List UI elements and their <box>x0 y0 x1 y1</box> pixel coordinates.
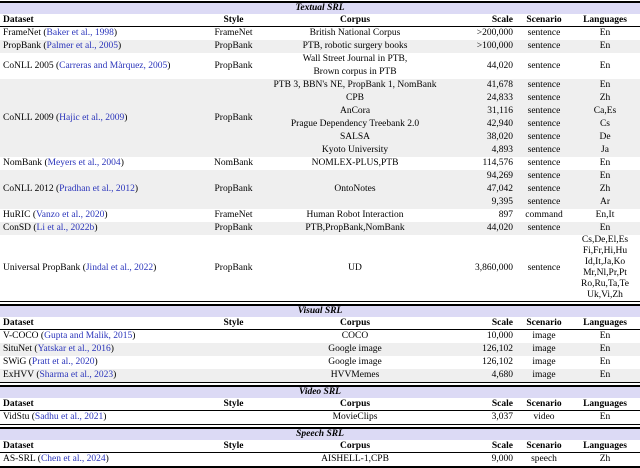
table-row <box>0 453 640 466</box>
scenario-cell <box>518 411 570 424</box>
scale-cell <box>448 330 518 343</box>
srl-datasets-table <box>0 1 640 468</box>
dataset-cell <box>0 60 205 73</box>
cite-open-paren: ( <box>33 370 40 380</box>
languages-value: Zh <box>599 184 611 194</box>
cite-close-paren: ) <box>153 262 157 273</box>
corpus-value: Wall Street Journal in PTB, <box>302 54 408 64</box>
scale-value: 42,940 <box>486 119 513 129</box>
citation-link[interactable]: Meyers et al., 2004 <box>47 158 121 168</box>
scale-value: >200,000 <box>476 28 513 38</box>
languages-value: Ar <box>599 197 611 207</box>
scenario-cell <box>518 40 570 53</box>
citation-link[interactable]: Hajic et al., 2009 <box>59 112 125 123</box>
corpus-value: NOMLEX-PLUS,PTB <box>311 158 399 168</box>
scale-value: 3,860,000 <box>475 262 513 273</box>
dataset-cell <box>0 27 205 40</box>
languages-value: Ca,Es <box>593 106 617 116</box>
languages-cell <box>570 356 640 369</box>
section-title-band: Video SRL <box>0 387 640 398</box>
table-row <box>0 369 640 382</box>
languages-value: En <box>599 223 611 233</box>
languages-value: Id,It,Ja,Ko <box>584 257 626 267</box>
dataset-name: CoNLL 2012 <box>3 184 54 194</box>
languages-cell <box>570 330 640 343</box>
column-header-scenario: Scenario <box>526 440 562 451</box>
column-header-row <box>0 317 640 330</box>
dataset-cell <box>0 369 205 382</box>
languages-value: En <box>599 80 611 90</box>
cite-close-paren: ) <box>134 184 139 194</box>
scale-cell <box>448 262 518 275</box>
corpus-cell <box>262 53 448 79</box>
style-cell: NomBank <box>213 158 254 168</box>
dataset-name: NomBank <box>3 158 43 168</box>
languages-value: En <box>599 370 611 380</box>
dataset-cell <box>0 209 205 222</box>
section-title-band: Visual SRL <box>0 306 640 317</box>
languages-cell <box>570 411 640 424</box>
column-header-dataset: Dataset <box>3 14 34 25</box>
scenario-value: command <box>525 210 563 220</box>
citation-link[interactable]: Pradhan et al., 2012 <box>59 184 135 194</box>
scale-cell <box>448 79 518 157</box>
column-header-style: Style <box>223 317 244 328</box>
scenario-value: sentence <box>527 28 561 38</box>
scale-cell <box>448 157 518 170</box>
cite-open-paren: ( <box>29 412 35 422</box>
column-header-scale: Scale <box>491 440 513 451</box>
scenario-value: sentence <box>527 132 561 142</box>
scenario-cell <box>518 27 570 40</box>
scale-value: 44,020 <box>486 223 513 233</box>
languages-value: En <box>599 357 611 367</box>
dataset-cell <box>0 453 205 466</box>
table-row <box>0 157 640 170</box>
column-header-scenario: Scenario <box>526 14 562 25</box>
languages-value: En <box>599 28 611 38</box>
corpus-value: MovieClips <box>332 412 378 422</box>
corpus-value: Brown corpus in PTB <box>313 67 397 77</box>
scale-cell <box>448 40 518 53</box>
citation-link[interactable]: Pratt et al., 2020 <box>31 357 95 367</box>
dataset-name: ConSD <box>3 223 31 233</box>
languages-cell <box>570 453 640 466</box>
scenario-value: sentence <box>527 262 561 273</box>
scale-value: 126,102 <box>482 357 513 367</box>
corpus-cell <box>262 27 448 40</box>
languages-cell <box>570 157 640 170</box>
style-cell: FrameNet <box>214 28 253 38</box>
column-header-corpus: Corpus <box>339 317 371 328</box>
dataset-cell <box>0 411 205 424</box>
cite-open-paren: ( <box>80 262 86 273</box>
scenario-value: sentence <box>527 119 561 129</box>
corpus-value: UD <box>348 262 362 273</box>
languages-value: De <box>599 132 611 142</box>
scenario-value: image <box>532 370 556 380</box>
column-header-languages: Languages <box>583 14 627 25</box>
dataset-cell <box>0 40 205 53</box>
section-title-band: Textual SRL <box>0 3 640 14</box>
column-header-corpus: Corpus <box>339 398 371 409</box>
languages-value: Uk,Vi,Zh <box>587 290 623 300</box>
scenario-cell <box>518 262 570 275</box>
column-header-languages: Languages <box>583 398 627 409</box>
corpus-cell <box>262 157 448 170</box>
citation-link[interactable]: Chen et al., 2024 <box>40 454 106 464</box>
column-header-languages: Languages <box>583 317 627 328</box>
languages-cell <box>570 79 640 157</box>
table-row <box>0 27 640 40</box>
dataset-cell <box>0 183 205 196</box>
style-cell: PropBank <box>214 112 253 123</box>
languages-value: En <box>599 331 611 341</box>
scale-value: 114,576 <box>482 158 513 168</box>
scale-value: 38,020 <box>486 132 513 142</box>
languages-value: En <box>599 344 611 354</box>
citation-link[interactable]: Li et al., 2022b <box>36 223 95 233</box>
dataset-cell <box>0 343 205 356</box>
cite-open-paren: ( <box>30 210 36 220</box>
corpus-value: HVVMemes <box>330 370 380 380</box>
table-row <box>0 79 640 157</box>
languages-cell <box>570 343 640 356</box>
corpus-value: SALSA <box>339 132 371 142</box>
column-header-scale: Scale <box>491 398 513 409</box>
column-header-scenario: Scenario <box>526 398 562 409</box>
column-header-dataset: Dataset <box>3 398 34 409</box>
table-row <box>0 411 640 424</box>
dataset-name: AS-SRL <box>3 454 36 464</box>
languages-value: Zh <box>599 454 611 464</box>
scenario-value: image <box>532 357 556 367</box>
languages-value: Cs,De,El,Es <box>581 235 629 245</box>
dataset-name: PropBank <box>3 41 41 51</box>
dataset-cell <box>0 157 205 170</box>
cite-close-paren: ) <box>104 210 108 220</box>
dataset-name: ExHVV <box>3 370 34 380</box>
dataset-name: Universal PropBank <box>3 262 81 273</box>
languages-value: Fi,Fr,Hi,Hu <box>582 246 628 256</box>
citation-link[interactable]: Baker et al., 1998 <box>46 28 114 38</box>
column-header-dataset: Dataset <box>3 317 34 328</box>
scenario-value: sentence <box>527 41 561 51</box>
citation-link[interactable]: Palmer et al., 2005 <box>46 41 119 51</box>
scale-cell <box>448 369 518 382</box>
scale-cell <box>448 209 518 222</box>
dataset-name: CoNLL 2009 <box>3 112 54 123</box>
languages-cell <box>570 60 640 73</box>
scenario-value: sentence <box>527 93 561 103</box>
corpus-value: OntoNotes <box>334 184 376 194</box>
corpus-cell <box>262 453 448 466</box>
scale-value: 897 <box>498 210 513 220</box>
cite-close-paren: ) <box>132 331 136 341</box>
scale-cell <box>448 356 518 369</box>
dataset-name: SituNet <box>3 344 33 354</box>
languages-value: En <box>599 171 611 181</box>
corpus-value: PTB,PropBank,NomBank <box>305 223 405 233</box>
dataset-cell <box>0 262 205 275</box>
cite-close-paren: ) <box>94 357 98 367</box>
languages-cell <box>570 170 640 209</box>
scenario-cell <box>518 209 570 222</box>
scenario-cell <box>518 79 570 157</box>
dataset-name: FrameNet <box>3 28 41 38</box>
citation-link[interactable]: Sharma et al., 2023 <box>39 370 114 380</box>
dataset-name: CoNLL 2005 <box>3 60 54 71</box>
corpus-value: Google image <box>328 357 382 367</box>
languages-value: En <box>599 158 611 168</box>
column-header-dataset: Dataset <box>3 440 34 451</box>
dataset-cell <box>0 356 205 369</box>
corpus-value: AISHELL-1,CPB <box>321 454 389 464</box>
corpus-value: AnCora <box>339 106 371 116</box>
column-header-style: Style <box>223 14 244 25</box>
scenario-value: sentence <box>527 158 561 168</box>
cite-open-paren: ( <box>38 331 45 341</box>
cite-close-paren: ) <box>94 223 98 233</box>
scale-value: 3,037 <box>491 412 513 422</box>
scale-cell <box>448 27 518 40</box>
cite-open-paren: ( <box>41 41 47 51</box>
scenario-cell <box>518 453 570 466</box>
corpus-cell <box>262 330 448 343</box>
languages-cell <box>570 27 640 40</box>
scale-value: 94,269 <box>486 171 513 181</box>
scale-value: 31,116 <box>487 106 513 116</box>
corpus-value: PTB, robotic surgery books <box>302 41 408 51</box>
corpus-cell <box>262 343 448 356</box>
cite-open-paren: ( <box>53 112 60 123</box>
scale-cell <box>448 453 518 466</box>
cite-open-paren: ( <box>26 357 32 367</box>
scenario-value: sentence <box>527 171 561 181</box>
table-row <box>0 53 640 79</box>
dataset-cell <box>0 330 205 343</box>
style-cell: PropBank <box>214 262 253 273</box>
languages-cell <box>570 235 640 301</box>
corpus-cell <box>262 209 448 222</box>
scale-value: 4,680 <box>491 370 513 380</box>
cite-open-paren: ( <box>30 223 37 233</box>
corpus-value: Prague Dependency Treebank 2.0 <box>290 119 420 129</box>
scenario-value: sentence <box>527 145 561 155</box>
dataset-name: VidStu <box>3 412 30 422</box>
scenario-value: image <box>532 331 556 341</box>
scenario-value: sentence <box>527 106 561 116</box>
dataset-name: SWiG <box>3 357 27 367</box>
column-header-scale: Scale <box>491 14 513 25</box>
column-header-scenario: Scenario <box>526 317 562 328</box>
languages-value: En <box>599 60 611 71</box>
column-header-row <box>0 14 640 27</box>
citation-link[interactable]: Jindal et al., 2022 <box>85 262 154 273</box>
languages-value: En <box>599 412 611 422</box>
cite-close-paren: ) <box>120 158 124 168</box>
dataset-name: V-COCO <box>3 331 39 341</box>
scenario-cell <box>518 60 570 73</box>
cite-close-paren: ) <box>105 454 109 464</box>
corpus-value: Kyoto University <box>321 145 389 155</box>
citation-link[interactable]: Sadhu et al., 2021 <box>34 412 104 422</box>
corpus-cell <box>262 356 448 369</box>
table-row <box>0 235 640 301</box>
languages-value: En <box>599 41 611 51</box>
table-row <box>0 222 640 235</box>
cite-close-paren: ) <box>113 28 117 38</box>
citation-link[interactable]: Carreras and Màrquez, 2005 <box>59 60 168 71</box>
scenario-cell <box>518 356 570 369</box>
corpus-cell <box>262 262 448 275</box>
style-cell: FrameNet <box>214 210 253 220</box>
scenario-value: image <box>532 344 556 354</box>
cite-close-paren: ) <box>167 60 171 71</box>
scale-value: 41,678 <box>486 80 513 90</box>
column-header-scale: Scale <box>491 317 513 328</box>
cite-close-paren: ) <box>110 344 114 354</box>
column-header-style: Style <box>223 440 244 451</box>
corpus-cell <box>262 411 448 424</box>
scale-cell <box>448 170 518 209</box>
scale-value: 47,042 <box>486 184 513 194</box>
table-row <box>0 330 640 343</box>
cite-open-paren: ( <box>53 184 60 194</box>
languages-value: Cs <box>599 119 611 129</box>
corpus-value: Human Robot Interaction <box>306 210 404 220</box>
corpus-value: British National Corpus <box>309 28 401 38</box>
cite-open-paren: ( <box>42 158 48 168</box>
languages-value: Ro,Ru,Ta,Te <box>580 279 629 289</box>
cite-open-paren: ( <box>41 28 47 38</box>
scenario-value: sentence <box>527 223 561 233</box>
corpus-cell <box>262 369 448 382</box>
section-title-band: Speech SRL <box>0 429 640 440</box>
corpus-value: COCO <box>341 331 369 341</box>
column-header-corpus: Corpus <box>339 440 371 451</box>
languages-cell <box>570 40 640 53</box>
languages-cell <box>570 369 640 382</box>
column-header-row <box>0 440 640 453</box>
scale-value: 126,102 <box>482 344 513 354</box>
scale-value: 44,020 <box>486 60 513 71</box>
scenario-value: sentence <box>527 184 561 194</box>
style-cell: PropBank <box>214 41 253 51</box>
column-header-style: Style <box>223 398 244 409</box>
table-row <box>0 170 640 209</box>
cite-open-paren: ( <box>53 60 60 71</box>
languages-value: Ja <box>601 145 609 155</box>
cite-close-paren: ) <box>113 370 117 380</box>
citation-link[interactable]: Vanzo et al., 2020 <box>36 210 105 220</box>
column-header-languages: Languages <box>583 440 627 451</box>
citation-link[interactable]: Yatskar et al., 2016 <box>37 344 111 354</box>
scale-value: 4,893 <box>491 145 513 155</box>
corpus-value: CPB <box>346 93 364 103</box>
scale-cell <box>448 343 518 356</box>
cite-open-paren: ( <box>32 344 38 354</box>
style-cell: PropBank <box>214 60 253 71</box>
scenario-cell <box>518 330 570 343</box>
corpus-value: Google image <box>328 344 382 354</box>
table-row <box>0 40 640 53</box>
cite-close-paren: ) <box>118 41 122 51</box>
table-row <box>0 343 640 356</box>
scale-value: 9,000 <box>491 454 513 464</box>
table-row <box>0 356 640 369</box>
column-header-corpus: Corpus <box>339 14 371 25</box>
table-row <box>0 209 640 222</box>
scenario-cell <box>518 343 570 356</box>
citation-link[interactable]: Gupta and Malik, 2015 <box>44 331 133 341</box>
scale-cell <box>448 60 518 73</box>
languages-value: Mr,Nl,Pr,Pt <box>583 268 627 278</box>
corpus-cell <box>262 183 448 196</box>
scale-value: >100,000 <box>476 41 513 51</box>
cite-close-paren: ) <box>103 412 107 422</box>
scale-value: 24,833 <box>486 93 513 103</box>
scenario-cell <box>518 369 570 382</box>
scenario-cell <box>518 157 570 170</box>
corpus-cell <box>262 222 448 235</box>
scale-value: 9,395 <box>491 197 513 207</box>
scale-cell <box>448 222 518 235</box>
cite-open-paren: ( <box>35 454 41 464</box>
languages-value: Zh <box>599 93 611 103</box>
column-header-row <box>0 398 640 411</box>
dataset-name: HuRIC <box>3 210 31 220</box>
scale-value: 10,000 <box>486 331 513 341</box>
scale-cell <box>448 411 518 424</box>
languages-cell <box>570 222 640 235</box>
corpus-cell <box>262 79 448 157</box>
languages-cell <box>570 209 640 222</box>
dataset-cell <box>0 112 205 125</box>
scenario-value: speech <box>531 454 557 464</box>
languages-value: En,It <box>595 210 615 220</box>
corpus-value: PTB 3, BBN's NE, PropBank 1, NomBank <box>273 80 437 90</box>
cite-close-paren: ) <box>124 112 128 123</box>
style-cell: PropBank <box>214 184 253 194</box>
scenario-value: video <box>533 412 555 422</box>
scenario-cell <box>518 170 570 209</box>
dataset-cell <box>0 222 205 235</box>
corpus-cell <box>262 40 448 53</box>
scenario-value: sentence <box>527 80 561 90</box>
scenario-value: sentence <box>527 60 561 71</box>
scenario-value: sentence <box>527 197 561 207</box>
scenario-cell <box>518 222 570 235</box>
style-cell: PropBank <box>214 223 253 233</box>
